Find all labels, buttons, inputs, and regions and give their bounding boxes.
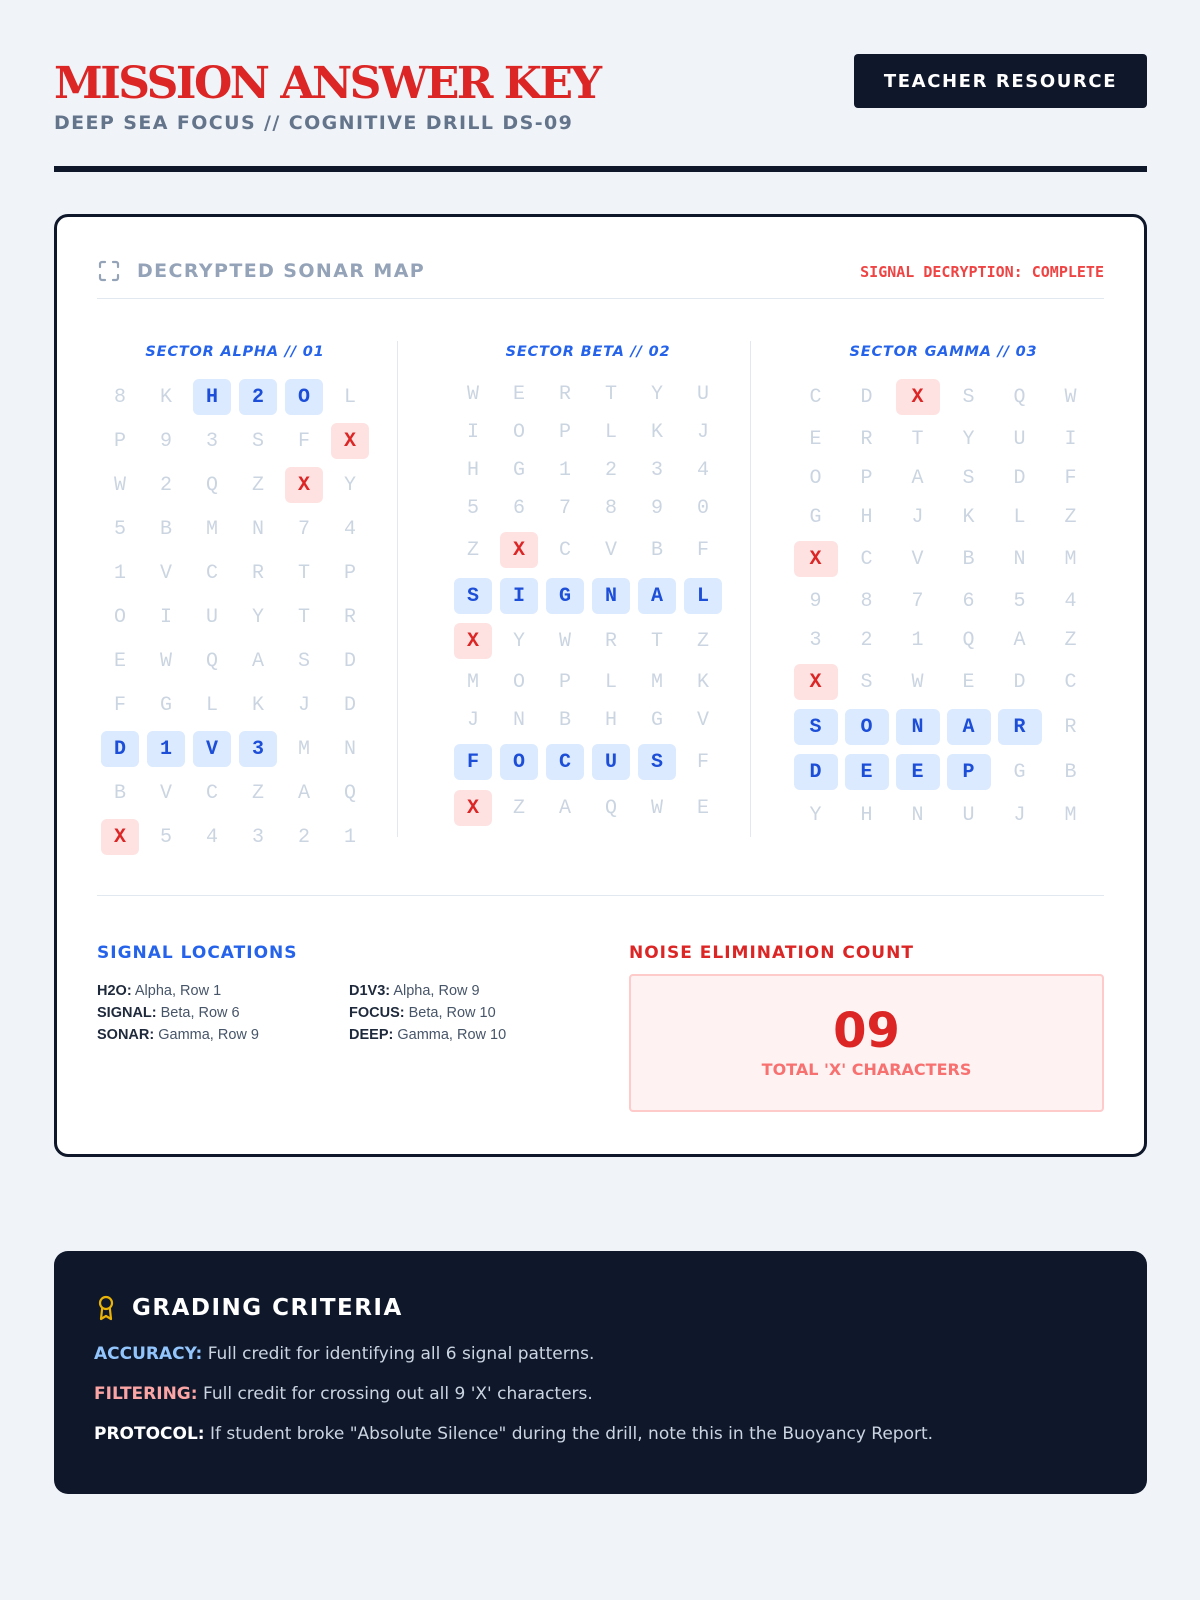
- filler-cell: J: [911, 505, 924, 529]
- location-word: D1V3:: [349, 983, 391, 999]
- grid-row: [790, 795, 1097, 835]
- signal-cell: A: [638, 578, 676, 614]
- filler-cell: D: [1013, 466, 1026, 490]
- signal-cell: G: [546, 578, 584, 614]
- sector-alpha: [97, 341, 373, 859]
- decryption-status: SIGNAL DECRYPTION: COMPLETE: [860, 263, 1104, 281]
- grid-row: [790, 581, 1097, 621]
- filler-cell: 8: [113, 385, 126, 409]
- filler-cell: G: [650, 708, 663, 732]
- grid-row: [450, 701, 726, 739]
- grid-row: [97, 595, 373, 639]
- filler-cell: Q: [1013, 385, 1026, 409]
- filler-cell: D: [343, 649, 356, 673]
- award-icon: [94, 1295, 118, 1321]
- grid-row: [790, 537, 1097, 581]
- letter-grid: [790, 375, 1097, 835]
- criteria-item: [94, 1343, 933, 1365]
- filler-cell: N: [343, 737, 356, 761]
- filler-cell: 2: [297, 825, 310, 849]
- sector-title: SECTOR BETA // 02: [505, 344, 671, 360]
- filler-cell: N: [1013, 547, 1026, 571]
- filler-cell: M: [650, 670, 663, 694]
- filler-cell: Y: [251, 605, 264, 629]
- filler-cell: N: [251, 517, 264, 541]
- signal-cell: 3: [239, 731, 277, 767]
- filler-cell: F: [696, 750, 709, 774]
- letter-grid: [450, 375, 726, 831]
- filler-cell: L: [604, 420, 617, 444]
- filler-cell: 8: [860, 589, 873, 613]
- signal-cell: C: [546, 744, 584, 780]
- signal-cell: O: [845, 709, 889, 745]
- filler-cell: A: [1013, 628, 1026, 652]
- noise-cell: X: [794, 664, 838, 700]
- filler-cell: 4: [343, 517, 356, 541]
- signal-cell: R: [998, 709, 1042, 745]
- filler-cell: W: [159, 649, 172, 673]
- filler-cell: B: [159, 517, 172, 541]
- filler-cell: Q: [962, 628, 975, 652]
- signal-cell: S: [794, 709, 838, 745]
- filler-cell: E: [113, 649, 126, 673]
- location-where: Beta, Row 10: [408, 1005, 496, 1021]
- signal-cell: A: [947, 709, 991, 745]
- filler-cell: F: [1064, 466, 1077, 490]
- signal-cell: N: [592, 578, 630, 614]
- criteria-item: [94, 1423, 933, 1445]
- signal-cell: D: [101, 731, 139, 767]
- location-where: Alpha, Row 9: [393, 983, 480, 999]
- filler-cell: D: [1013, 670, 1026, 694]
- filler-cell: 5: [159, 825, 172, 849]
- grid-row: [97, 727, 373, 771]
- noise-count-value: 09: [833, 1003, 900, 1059]
- filler-cell: L: [205, 693, 218, 717]
- signal-locations-list: [97, 982, 537, 1045]
- location-where: Gamma, Row 9: [158, 1027, 259, 1043]
- criteria-text: Full credit for identifying all 6 signal patterns.: [207, 1344, 595, 1364]
- filler-cell: G: [512, 458, 525, 482]
- sonar-map-card: [54, 214, 1147, 1157]
- noise-cell: X: [285, 467, 323, 503]
- filler-cell: Z: [251, 781, 264, 805]
- filler-cell: K: [159, 385, 172, 409]
- location-where: Gamma, Row 10: [397, 1027, 507, 1043]
- signal-cell: F: [454, 744, 492, 780]
- filler-cell: Q: [343, 781, 356, 805]
- grid-row: [790, 497, 1097, 537]
- noise-count-box: [629, 974, 1104, 1112]
- filler-cell: K: [251, 693, 264, 717]
- signal-cell: E: [845, 754, 889, 790]
- signal-cell: O: [500, 744, 538, 780]
- filler-cell: W: [1064, 385, 1077, 409]
- location-item: [349, 982, 549, 1001]
- filler-cell: H: [466, 458, 479, 482]
- filler-cell: 7: [911, 589, 924, 613]
- filler-cell: 1: [558, 458, 571, 482]
- signal-cell: H: [193, 379, 231, 415]
- filler-cell: D: [860, 385, 873, 409]
- filler-cell: W: [911, 670, 924, 694]
- sector-divider: [397, 341, 398, 837]
- filler-cell: Z: [512, 796, 525, 820]
- filler-cell: K: [696, 670, 709, 694]
- filler-cell: J: [297, 693, 310, 717]
- filler-cell: R: [343, 605, 356, 629]
- filler-cell: 1: [343, 825, 356, 849]
- filler-cell: N: [512, 708, 525, 732]
- grid-row: [97, 375, 373, 419]
- filler-cell: 3: [809, 628, 822, 652]
- location-item: [349, 1026, 549, 1045]
- scan-frame-icon: [97, 259, 121, 283]
- sector-divider: [750, 341, 751, 837]
- teacher-resource-badge: TEACHER RESOURCE: [854, 54, 1147, 108]
- signal-cell: P: [947, 754, 991, 790]
- noise-count-title: NOISE ELIMINATION COUNT: [629, 943, 914, 963]
- filler-cell: F: [297, 429, 310, 453]
- filler-cell: 0: [696, 496, 709, 520]
- location-item: [97, 1004, 349, 1023]
- filler-cell: C: [1064, 670, 1077, 694]
- filler-cell: 4: [696, 458, 709, 482]
- location-word: FOCUS:: [349, 1005, 405, 1021]
- filler-cell: Y: [809, 803, 822, 827]
- filler-cell: A: [251, 649, 264, 673]
- filler-cell: Z: [251, 473, 264, 497]
- filler-cell: 5: [466, 496, 479, 520]
- filler-cell: R: [604, 629, 617, 653]
- filler-cell: 3: [650, 458, 663, 482]
- section-divider: [97, 895, 1104, 896]
- filler-cell: 5: [113, 517, 126, 541]
- criteria-text: If student broke "Absolute Silence" during the drill, note this in the Buoyancy Report.: [210, 1424, 934, 1444]
- criteria-item: [94, 1383, 933, 1405]
- filler-cell: J: [696, 420, 709, 444]
- filler-cell: M: [1064, 803, 1077, 827]
- filler-cell: K: [962, 505, 975, 529]
- grid-row: [790, 659, 1097, 705]
- filler-cell: J: [1013, 803, 1026, 827]
- filler-cell: L: [343, 385, 356, 409]
- sector-title: SECTOR GAMMA // 03: [849, 344, 1038, 360]
- filler-cell: P: [113, 429, 126, 453]
- grid-row: [97, 551, 373, 595]
- card-header: [97, 257, 1104, 299]
- signal-cell: S: [638, 744, 676, 780]
- filler-cell: J: [466, 708, 479, 732]
- filler-cell: V: [604, 538, 617, 562]
- filler-cell: Q: [205, 473, 218, 497]
- filler-cell: S: [962, 466, 975, 490]
- grid-row: [790, 375, 1097, 419]
- signal-cell: L: [684, 578, 722, 614]
- signal-cell: U: [592, 744, 630, 780]
- filler-cell: P: [860, 466, 873, 490]
- filler-cell: 4: [1064, 589, 1077, 613]
- location-word: H2O:: [97, 983, 132, 999]
- grid-row: [450, 619, 726, 663]
- criteria-key: ACCURACY:: [94, 1344, 203, 1364]
- filler-cell: S: [251, 429, 264, 453]
- filler-cell: Z: [696, 629, 709, 653]
- filler-cell: S: [860, 670, 873, 694]
- filler-cell: Y: [962, 427, 975, 451]
- filler-cell: P: [558, 420, 571, 444]
- sector-title: SECTOR ALPHA // 01: [145, 344, 325, 360]
- filler-cell: U: [205, 605, 218, 629]
- criteria-text: Full credit for crossing out all 9 'X' characters.: [202, 1384, 593, 1404]
- signal-cell: O: [285, 379, 323, 415]
- filler-cell: O: [809, 466, 822, 490]
- signal-cell: 1: [147, 731, 185, 767]
- filler-cell: W: [466, 382, 479, 406]
- filler-cell: 5: [1013, 589, 1026, 613]
- grid-row: [450, 573, 726, 619]
- grid-row: [790, 459, 1097, 497]
- filler-cell: E: [809, 427, 822, 451]
- filler-cell: M: [1064, 547, 1077, 571]
- page-subtitle: DEEP SEA FOCUS // COGNITIVE DRILL DS-09: [54, 112, 574, 135]
- criteria-key: PROTOCOL:: [94, 1424, 205, 1444]
- location-word: DEEP:: [349, 1027, 394, 1043]
- location-item: [97, 982, 349, 1001]
- grid-row: [97, 507, 373, 551]
- noise-cell: X: [331, 423, 369, 459]
- grid-row: [450, 739, 726, 785]
- filler-cell: O: [512, 670, 525, 694]
- noise-cell: X: [500, 532, 538, 568]
- grid-row: [790, 749, 1097, 795]
- filler-cell: H: [604, 708, 617, 732]
- filler-cell: V: [159, 781, 172, 805]
- filler-cell: M: [297, 737, 310, 761]
- noise-cell: X: [101, 819, 139, 855]
- filler-cell: T: [297, 605, 310, 629]
- filler-cell: T: [911, 427, 924, 451]
- grid-row: [97, 419, 373, 463]
- filler-cell: M: [466, 670, 479, 694]
- filler-cell: B: [558, 708, 571, 732]
- grading-criteria-panel: [54, 1251, 1147, 1494]
- filler-cell: E: [962, 670, 975, 694]
- filler-cell: 3: [251, 825, 264, 849]
- card-title: DECRYPTED SONAR MAP: [137, 260, 426, 282]
- filler-cell: 6: [512, 496, 525, 520]
- filler-cell: B: [1064, 760, 1077, 784]
- filler-cell: F: [113, 693, 126, 717]
- filler-cell: C: [205, 781, 218, 805]
- grid-row: [450, 663, 726, 701]
- signal-cell: N: [896, 709, 940, 745]
- grid-row: [450, 451, 726, 489]
- filler-cell: A: [297, 781, 310, 805]
- filler-cell: W: [113, 473, 126, 497]
- location-where: Alpha, Row 1: [134, 983, 222, 999]
- criteria-key: FILTERING:: [94, 1384, 198, 1404]
- grid-row: [450, 527, 726, 573]
- filler-cell: E: [512, 382, 525, 406]
- filler-cell: 7: [558, 496, 571, 520]
- grid-row: [790, 419, 1097, 459]
- page-header: [54, 54, 1147, 134]
- grid-row: [450, 413, 726, 451]
- filler-cell: U: [962, 803, 975, 827]
- filler-cell: A: [911, 466, 924, 490]
- filler-cell: Y: [650, 382, 663, 406]
- filler-cell: H: [860, 803, 873, 827]
- grid-row: [97, 463, 373, 507]
- filler-cell: U: [1013, 427, 1026, 451]
- grid-row: [97, 815, 373, 859]
- filler-cell: 2: [860, 628, 873, 652]
- filler-cell: Y: [512, 629, 525, 653]
- filler-cell: B: [650, 538, 663, 562]
- filler-cell: Z: [1064, 628, 1077, 652]
- filler-cell: 1: [911, 628, 924, 652]
- filler-cell: 2: [604, 458, 617, 482]
- filler-cell: Q: [604, 796, 617, 820]
- filler-cell: 9: [809, 589, 822, 613]
- signal-cell: 2: [239, 379, 277, 415]
- filler-cell: Z: [466, 538, 479, 562]
- filler-cell: C: [205, 561, 218, 585]
- filler-cell: V: [159, 561, 172, 585]
- filler-cell: N: [911, 803, 924, 827]
- location-word: SIGNAL:: [97, 1005, 157, 1021]
- criteria-header: [94, 1293, 403, 1323]
- filler-cell: Q: [205, 649, 218, 673]
- filler-cell: A: [558, 796, 571, 820]
- grid-row: [790, 705, 1097, 749]
- filler-cell: E: [696, 796, 709, 820]
- filler-cell: T: [604, 382, 617, 406]
- filler-cell: V: [696, 708, 709, 732]
- filler-cell: H: [860, 505, 873, 529]
- filler-cell: U: [696, 382, 709, 406]
- criteria-title: GRADING CRITERIA: [132, 1295, 403, 1321]
- filler-cell: P: [343, 561, 356, 585]
- filler-cell: 7: [297, 517, 310, 541]
- filler-cell: D: [343, 693, 356, 717]
- filler-cell: F: [696, 538, 709, 562]
- filler-cell: S: [297, 649, 310, 673]
- filler-cell: R: [1064, 715, 1077, 739]
- criteria-list: [94, 1343, 933, 1463]
- noise-cell: X: [794, 541, 838, 577]
- grid-row: [97, 683, 373, 727]
- filler-cell: 4: [205, 825, 218, 849]
- sector-beta: [450, 341, 726, 831]
- filler-cell: R: [860, 427, 873, 451]
- filler-cell: G: [1013, 760, 1026, 784]
- location-word: SONAR:: [97, 1027, 155, 1043]
- grid-row: [97, 771, 373, 815]
- filler-cell: I: [1064, 427, 1077, 451]
- grid-row: [450, 375, 726, 413]
- filler-cell: V: [911, 547, 924, 571]
- filler-cell: Z: [1064, 505, 1077, 529]
- filler-cell: O: [113, 605, 126, 629]
- filler-cell: G: [159, 693, 172, 717]
- noise-cell: X: [454, 790, 492, 826]
- sector-gamma: [790, 341, 1097, 835]
- location-item: [349, 1004, 549, 1023]
- filler-cell: W: [650, 796, 663, 820]
- filler-cell: 2: [159, 473, 172, 497]
- filler-cell: K: [650, 420, 663, 444]
- filler-cell: O: [512, 420, 525, 444]
- filler-cell: 3: [205, 429, 218, 453]
- filler-cell: C: [809, 385, 822, 409]
- filler-cell: I: [159, 605, 172, 629]
- signal-cell: S: [454, 578, 492, 614]
- filler-cell: C: [860, 547, 873, 571]
- filler-cell: W: [558, 629, 571, 653]
- filler-cell: T: [297, 561, 310, 585]
- signal-cell: D: [794, 754, 838, 790]
- header-divider: [54, 166, 1147, 172]
- filler-cell: 6: [962, 589, 975, 613]
- signal-locations-title: SIGNAL LOCATIONS: [97, 943, 298, 963]
- filler-cell: M: [205, 517, 218, 541]
- grid-row: [97, 639, 373, 683]
- noise-cell: X: [454, 623, 492, 659]
- signal-cell: I: [500, 578, 538, 614]
- filler-cell: B: [113, 781, 126, 805]
- filler-cell: R: [558, 382, 571, 406]
- grid-row: [790, 621, 1097, 659]
- filler-cell: I: [466, 420, 479, 444]
- filler-cell: S: [962, 385, 975, 409]
- letter-grid: [97, 375, 373, 859]
- filler-cell: 8: [604, 496, 617, 520]
- grid-row: [450, 489, 726, 527]
- filler-cell: L: [1013, 505, 1026, 529]
- filler-cell: R: [251, 561, 264, 585]
- filler-cell: Y: [343, 473, 356, 497]
- filler-cell: 9: [159, 429, 172, 453]
- grid-row: [450, 785, 726, 831]
- noise-cell: X: [896, 379, 940, 415]
- filler-cell: 1: [113, 561, 126, 585]
- filler-cell: G: [809, 505, 822, 529]
- filler-cell: L: [604, 670, 617, 694]
- signal-cell: V: [193, 731, 231, 767]
- location-where: Beta, Row 6: [160, 1005, 240, 1021]
- filler-cell: B: [962, 547, 975, 571]
- filler-cell: T: [650, 629, 663, 653]
- noise-count-label: TOTAL 'X' CHARACTERS: [761, 1060, 972, 1079]
- filler-cell: P: [558, 670, 571, 694]
- filler-cell: C: [558, 538, 571, 562]
- page-title: MISSION ANSWER KEY: [54, 58, 600, 109]
- location-item: [97, 1026, 349, 1045]
- filler-cell: 9: [650, 496, 663, 520]
- signal-cell: E: [896, 754, 940, 790]
